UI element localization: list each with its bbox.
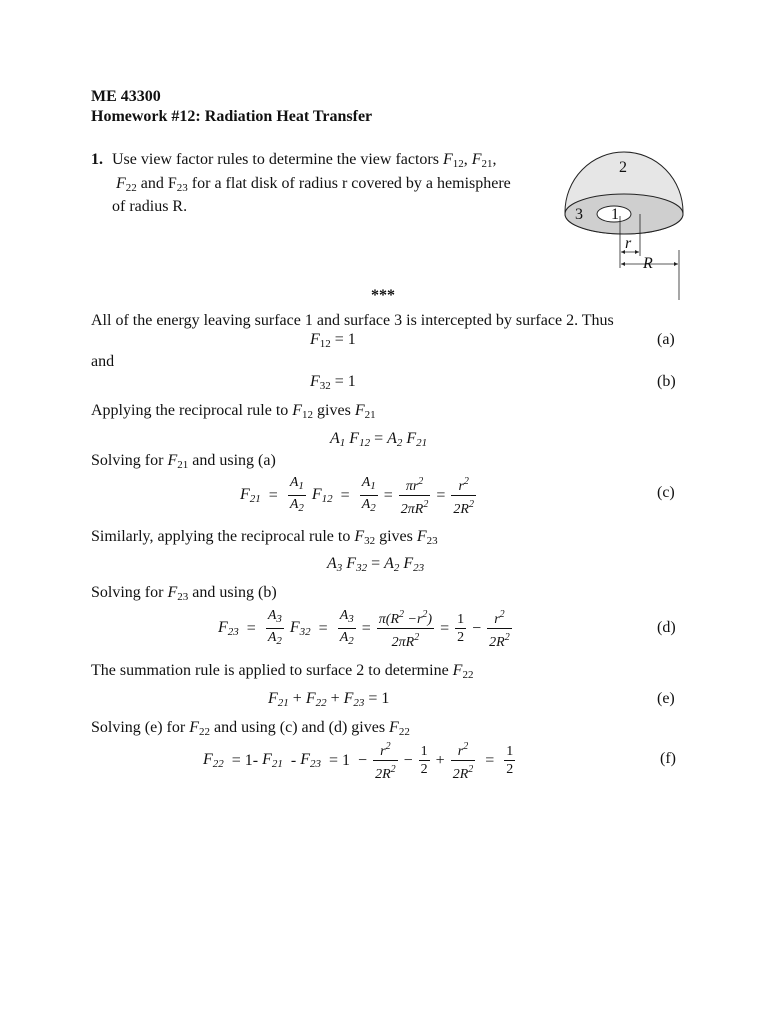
f12: $F_{12}$	[349, 430, 371, 449]
f21-symbol: F	[471, 151, 482, 168]
reciprocal-1-mid: gives	[313, 402, 355, 419]
similar-mid: gives	[375, 528, 417, 545]
solve-3-g: F	[389, 719, 399, 736]
equation-a	[310, 331, 356, 350]
solve-3-f: F	[189, 719, 199, 736]
problem-line-1-text: Use view factor rules to determine the view factors	[112, 151, 443, 168]
solve-1-pre: Solving for	[91, 452, 168, 469]
solve-1-post: and using (a)	[188, 452, 276, 469]
summation-pre: The summation rule is applied to surface 2 to determine	[91, 662, 453, 679]
solve-3-gsub: 22	[398, 726, 410, 738]
reciprocal-1-gsub: 21	[364, 409, 376, 421]
eq-a-f: F	[310, 331, 320, 348]
similar-fsub: 32	[364, 535, 376, 547]
figure-label-1: 1	[611, 206, 619, 223]
reciprocal-1-g: F	[354, 402, 365, 419]
reciprocal-equation-2: $A_3$ $F_{32} = A_2$ $F_{23}$	[327, 555, 425, 574]
homework-title: Homework #12: Radiation Heat Transfer	[91, 108, 373, 125]
equation-c: $F_{21}$ = $\frac{A_1}{A_2}$ $F_{12}$ = $\frac{A_1}{A_2}$ = $\frac{\pi r^2}{2\pi R^2}$ = $\frac{r^2}{2R^2}$	[240, 475, 474, 517]
equation-label-a: (a)	[657, 331, 675, 348]
and-text: and	[91, 353, 115, 370]
reciprocal-1-pre: Applying the reciprocal rule to	[91, 402, 293, 419]
solving-text-1	[91, 451, 276, 475]
figure-label-r: r	[625, 235, 632, 252]
solve-1-fsub: 21	[177, 459, 189, 471]
a2: $A_2$	[387, 430, 403, 449]
intro-text: All of the energy leaving surface 1 and surface 3 is intercepted by surface 2. Thus	[91, 312, 614, 329]
problem-line-2	[116, 174, 511, 198]
a3: $A_3$	[327, 555, 343, 574]
reciprocal-text-1	[91, 401, 376, 425]
similar-gsub: 23	[426, 535, 438, 547]
solve-2-pre: Solving for	[91, 584, 168, 601]
solve-1-f: F	[167, 452, 178, 469]
f22-subscript: 22	[125, 182, 137, 194]
summation-text	[91, 661, 473, 685]
f21-subscript: 21	[481, 158, 493, 170]
equation-f: $F_{22} = 1-$ $F_{21} - F_{23} = 1$ − $\frac{r^2}{2R^2}$ − $\frac{1}{2}$ + $\frac{r^2}{2R^2}$ = $\frac{1}{2}$	[203, 738, 517, 783]
comma: ,	[492, 151, 497, 168]
reciprocal-1-fsub: 12	[302, 409, 314, 421]
similar-g: F	[416, 528, 427, 545]
summation-equation: $F_{21} + F_{22} + F_{23} = 1$	[268, 690, 390, 709]
summation-f: F	[452, 662, 463, 679]
problem-number: 1.	[91, 151, 103, 168]
f21: $F_{21}$	[406, 430, 428, 449]
figure-label-R: R	[643, 255, 653, 272]
solve-2-fsub: 23	[177, 591, 189, 603]
problem-line-1	[112, 150, 497, 174]
eq-b-rhs: = 1	[330, 373, 356, 390]
solve-3-fsub: 22	[198, 726, 210, 738]
f12-symbol: F	[442, 151, 453, 168]
eq-b-f: F	[310, 373, 320, 390]
summation-fsub: 22	[462, 669, 474, 681]
a2: $A_2$	[384, 555, 400, 574]
solve-2-post: and using (b)	[188, 584, 277, 601]
equation-label-f: (f)	[660, 750, 676, 767]
eq-b-sub: 32	[319, 380, 331, 392]
similar-f: F	[354, 528, 365, 545]
comma: ,	[463, 151, 472, 168]
reciprocal-equation-1: $A_1$ $F_{12} = A_2$ $F_{21}$	[330, 430, 428, 449]
equation-label-e: (e)	[657, 690, 675, 707]
problem-line-3: of radius R.	[112, 198, 188, 215]
solving-text-2	[91, 583, 277, 607]
course-number: ME 43300	[91, 88, 161, 105]
solve-3-pre: Solving (e) for	[91, 719, 190, 736]
hemisphere-figure	[558, 150, 688, 310]
a1: $A_1$	[330, 430, 346, 449]
f22-symbol: F	[116, 175, 126, 192]
problem-line-2-text-2: for a flat disk of radius r covered by a hemisphere	[187, 175, 511, 192]
similar-pre: Similarly, applying the reciprocal rule to	[91, 528, 355, 545]
f32: $F_{32}$	[346, 555, 368, 574]
equation-label-c: (c)	[657, 484, 675, 501]
equation-label-d: (d)	[657, 619, 676, 636]
equation-b	[310, 373, 356, 392]
separator: ***	[371, 287, 395, 304]
problem-line-2-text: and F	[136, 175, 177, 192]
equation-label-b: (b)	[657, 373, 676, 390]
f12-subscript: 12	[452, 158, 464, 170]
figure-label-3: 3	[575, 206, 583, 223]
eq-a-sub: 12	[319, 338, 331, 350]
similarly-text	[91, 527, 438, 551]
figure-label-2: 2	[619, 159, 627, 176]
f23-subscript: 23	[176, 182, 188, 194]
eq-a-rhs: = 1	[330, 331, 356, 348]
reciprocal-1-f: F	[292, 402, 303, 419]
solve-2-f: F	[167, 584, 178, 601]
f23: $F_{23}$	[403, 555, 425, 574]
solve-3-mid: and using (c) and (d) gives	[209, 719, 390, 736]
equation-d: $F_{23}$ = $\frac{A_3}{A_2}$ $F_{32}$ = $\frac{A_3}{A_2}$ = $\frac{\pi(R^2 -r^2)}{2\pi R^2}$ = $\frac{1}{2}$ − $\frac{r^2}{2R^2}$	[218, 608, 510, 650]
